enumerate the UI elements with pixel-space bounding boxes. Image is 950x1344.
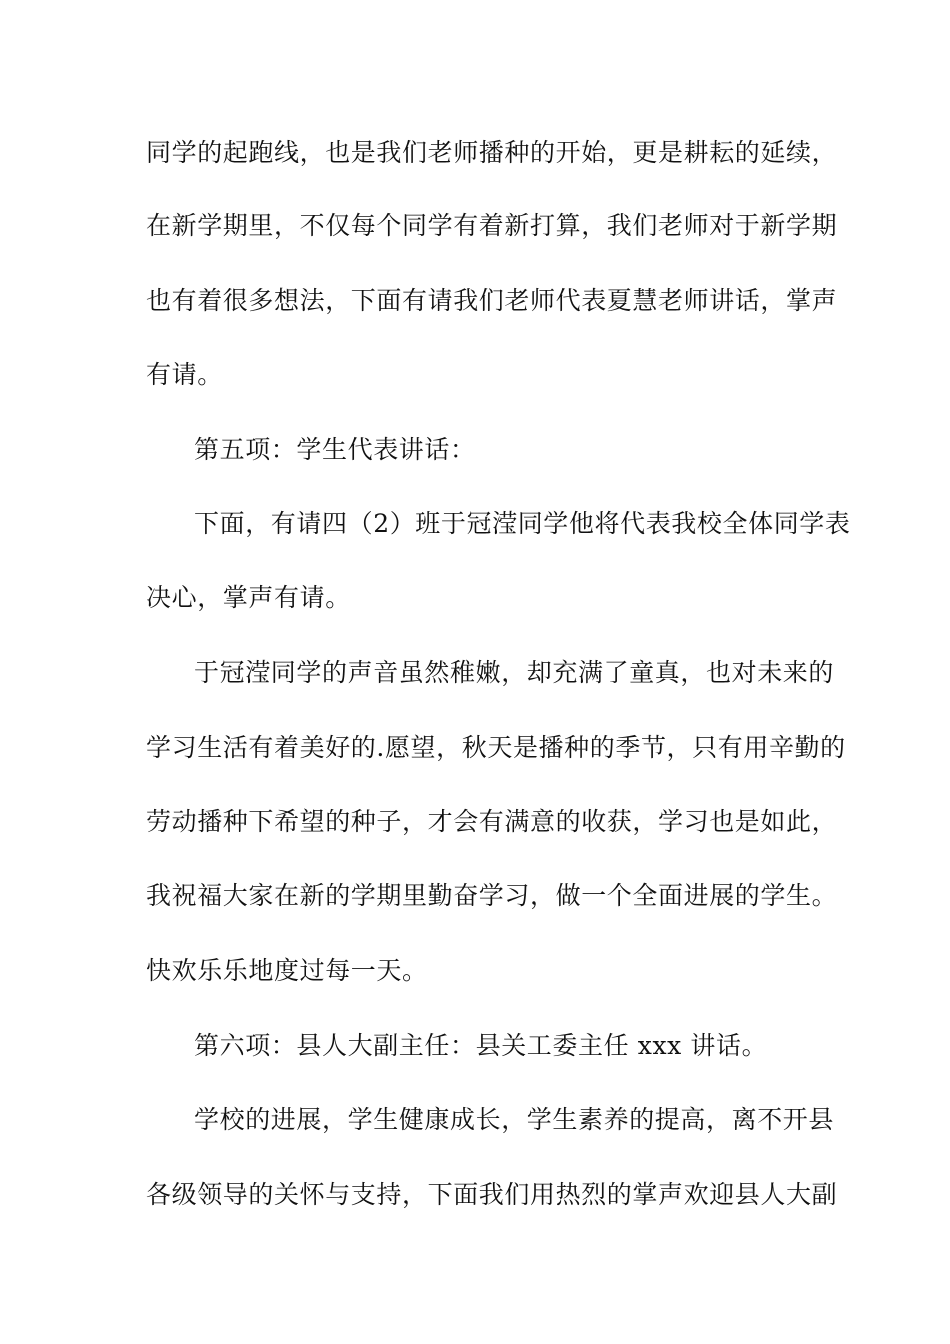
- text-line: 决心，掌声有请。: [146, 583, 351, 612]
- section-heading: 第五项：学生代表讲话：: [194, 435, 476, 464]
- text-line: 也有着很多想法，下面有请我们老师代表夏慧老师讲话，掌声: [146, 286, 838, 315]
- text-line: 在新学期里，不仅每个同学有着新打算，我们老师对于新学期: [146, 211, 838, 240]
- text-line: 我祝福大家在新的学期里勤奋学习，做一个全面进展的学生。: [146, 881, 838, 910]
- text-line: 劳动播种下希望的种子，才会有满意的收获，学习也是如此，: [146, 807, 838, 836]
- text-line: 于冠滢同学的声音虽然稚嫩，却充满了童真，也对未来的: [194, 658, 835, 687]
- text-line: 同学的起跑线，也是我们老师播种的开始，更是耕耘的延续，: [146, 138, 838, 167]
- text-line: 下面，有请四（2）班于冠滢同学他将代表我校全体同学表: [194, 509, 851, 538]
- text-line: 有请。: [146, 360, 223, 389]
- text-line: 各级领导的关怀与支持，下面我们用热烈的掌声欢迎县人大副: [146, 1180, 838, 1209]
- section-heading: 第六项：县人大副主任：县关工委主任 xxx 讲话。: [194, 1031, 768, 1060]
- text-line: 学校的进展，学生健康成长，学生素养的提高，离不开县: [194, 1105, 835, 1134]
- text-line: 学习生活有着美好的.愿望，秋天是播种的季节，只有用辛勤的: [146, 733, 846, 762]
- text-line: 快欢乐乐地度过每一天。: [146, 956, 428, 985]
